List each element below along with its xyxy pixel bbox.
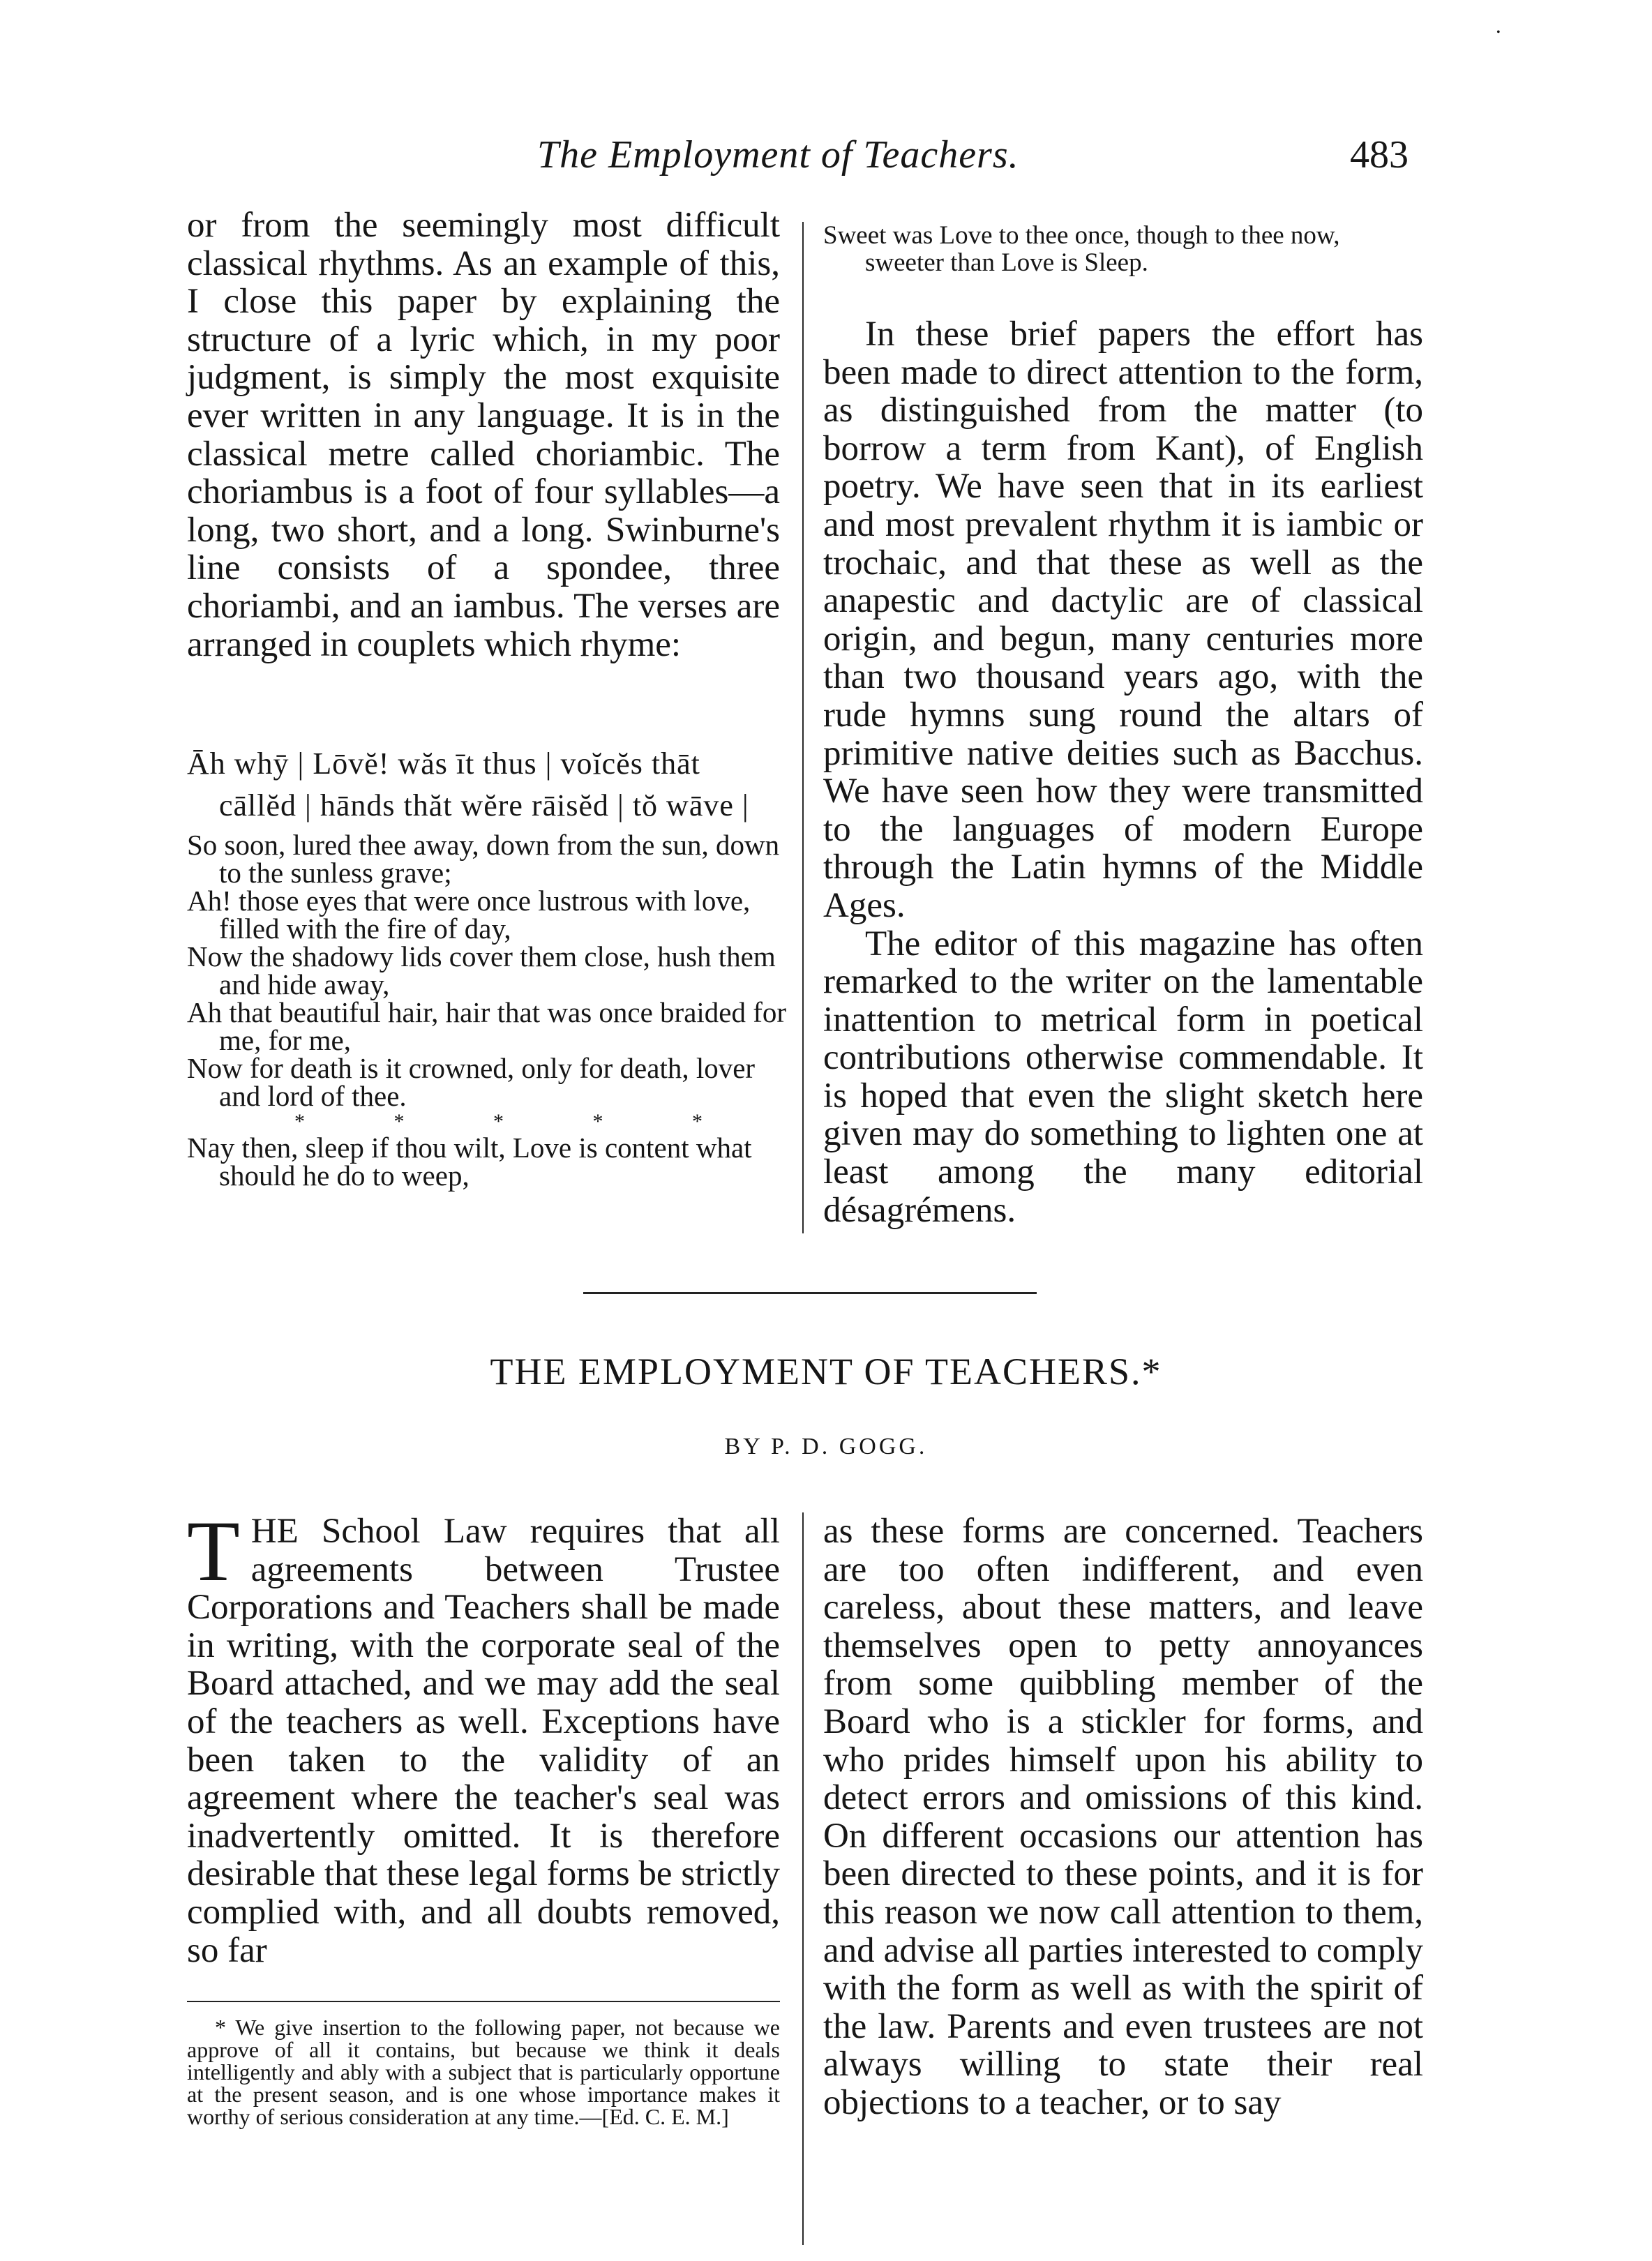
article-title: THE EMPLOYMENT OF TEACHERS.* — [490, 1351, 1162, 1392]
poem-quote — [823, 222, 1423, 276]
top-right-paragraph-2: The editor of this magazine has often remarked to the writer on the lamentable inattention to metrical form in poetical contributions otherwise commendable. It is hoped that even the slight sketch here given may do something to lighten one at least among the many editorial désagrémens. — [823, 924, 1423, 1230]
running-title: The Employment of Teachers. — [537, 133, 1019, 176]
running-head — [0, 133, 1652, 188]
article-right-column — [823, 1512, 1423, 2122]
drop-cap: T — [187, 1503, 240, 1599]
poem-closing-line: Nay then, sleep if thou wilt, Love is content what should he do to weep, — [187, 1132, 752, 1192]
poem-line: Ah! those eyes that were once lustrous with love, filled with the fire of day, — [187, 885, 751, 945]
article-separator — [583, 1292, 1037, 1294]
column-divider-top — [802, 222, 804, 1233]
top-right-column — [823, 315, 1423, 1229]
article-byline: BY P. D. GOGG. — [724, 1434, 928, 1459]
poem-scanned-line-1: Āh whȳ | Lōvĕ! wăs īt thus | voĭcĕs thāt — [187, 746, 700, 781]
poem-scanned-line-2: cāllĕd | hānds thăt wĕre rāisĕd | tŏ wāve | — [219, 788, 749, 822]
poem-line: Now the shadowy lids cover them close, hush them and hide away, — [187, 940, 776, 1000]
article-opening-paragraph — [187, 1503, 780, 1970]
top-left-paragraph: or from the seemingly most difficult classical rhythms. As an example of this, I close this paper by explaining the structure of a lyric which, in my poor judgment, is simply the most exquisite ever written in any language. It is in the classical metre called choriambic. The choriambus is a foot of four syllables—a long, two short, and a long. Swinburne's line consists of a spondee, three choriambi, and an iambus. The verses are arranged in couplets which rhyme: — [187, 206, 780, 664]
poem-quote-line: Sweet was Love to thee once, though to thee now, sweeter than Love is Sleep. — [823, 221, 1340, 277]
poem — [187, 743, 787, 1192]
column-divider-bottom — [802, 1512, 804, 2245]
footnote-rule — [187, 2001, 780, 2002]
corner-mark: • — [1496, 27, 1501, 38]
article-left-text: HE School Law requires that all agreements between Trustee Corporations and Teachers shall be made in writing, with the corporate seal of the Board attached, and we may add the seal of the teachers as well. Exceptions have been taken to the validity of an agreement where the teacher's seal was inadvertently omitted. It is therefore desirable that these legal forms be strictly complied with, and all doubts removed, so far — [187, 1512, 780, 1970]
poem-line: So soon, lured thee away, down from the sun, down to the sunless grave; — [187, 829, 780, 889]
article-right-text: as these forms are concerned. Teachers are too often indifferent, and even careless, about these matters, and leave themselves open to petty annoyances from some quibbling member of the Board who is a stickler for forms, and who prides himself upon his ability to detect errors and omissions of this kind. On different occasions our attention has been directed to these points, and it is for this reason we now call attention to them, and advise all parties interested to comply with the form as well as with the spirit of the law. Parents and even trustees are not always willing to state their real objections to a teacher, or to say — [823, 1512, 1423, 2122]
top-left-column — [187, 206, 780, 663]
poem-line: Ah that beautiful hair, hair that was once braided for me, for me, — [187, 996, 787, 1056]
poem-stars: * * * * * — [294, 1110, 703, 1133]
page-number: 483 — [1350, 133, 1409, 176]
article-left-column — [187, 1503, 780, 1970]
poem-line: Now for death is it crowned, only for death, lover and lord of thee. — [187, 1052, 756, 1112]
top-right-paragraph-1: In these brief papers the effort has been made to direct attention to the form, as distinguished from the matter (to borrow a term from Kant), of English poetry. We have seen that in its earliest and most prevalent rhythm it is iambic or trochaic, and that these as well as the anapestic and dactylic are of classical origin, and begun, many centuries more than two thousand years ago, with the rude hymns sung round the altars of primitive native deities such as Bacchus. We have seen how they were transmitted to the languages of modern Europe through the Latin hymns of the Middle Ages. — [823, 315, 1423, 925]
footnote: * We give insertion to the following paper, not because we approve of all it contains, but because we think it deals intelligently and ably with a subject that is particularly opportune at the present season, and is one whose importance makes it worthy of serious consideration at any time.—[Ed. C. E. M.] — [187, 2015, 780, 2129]
